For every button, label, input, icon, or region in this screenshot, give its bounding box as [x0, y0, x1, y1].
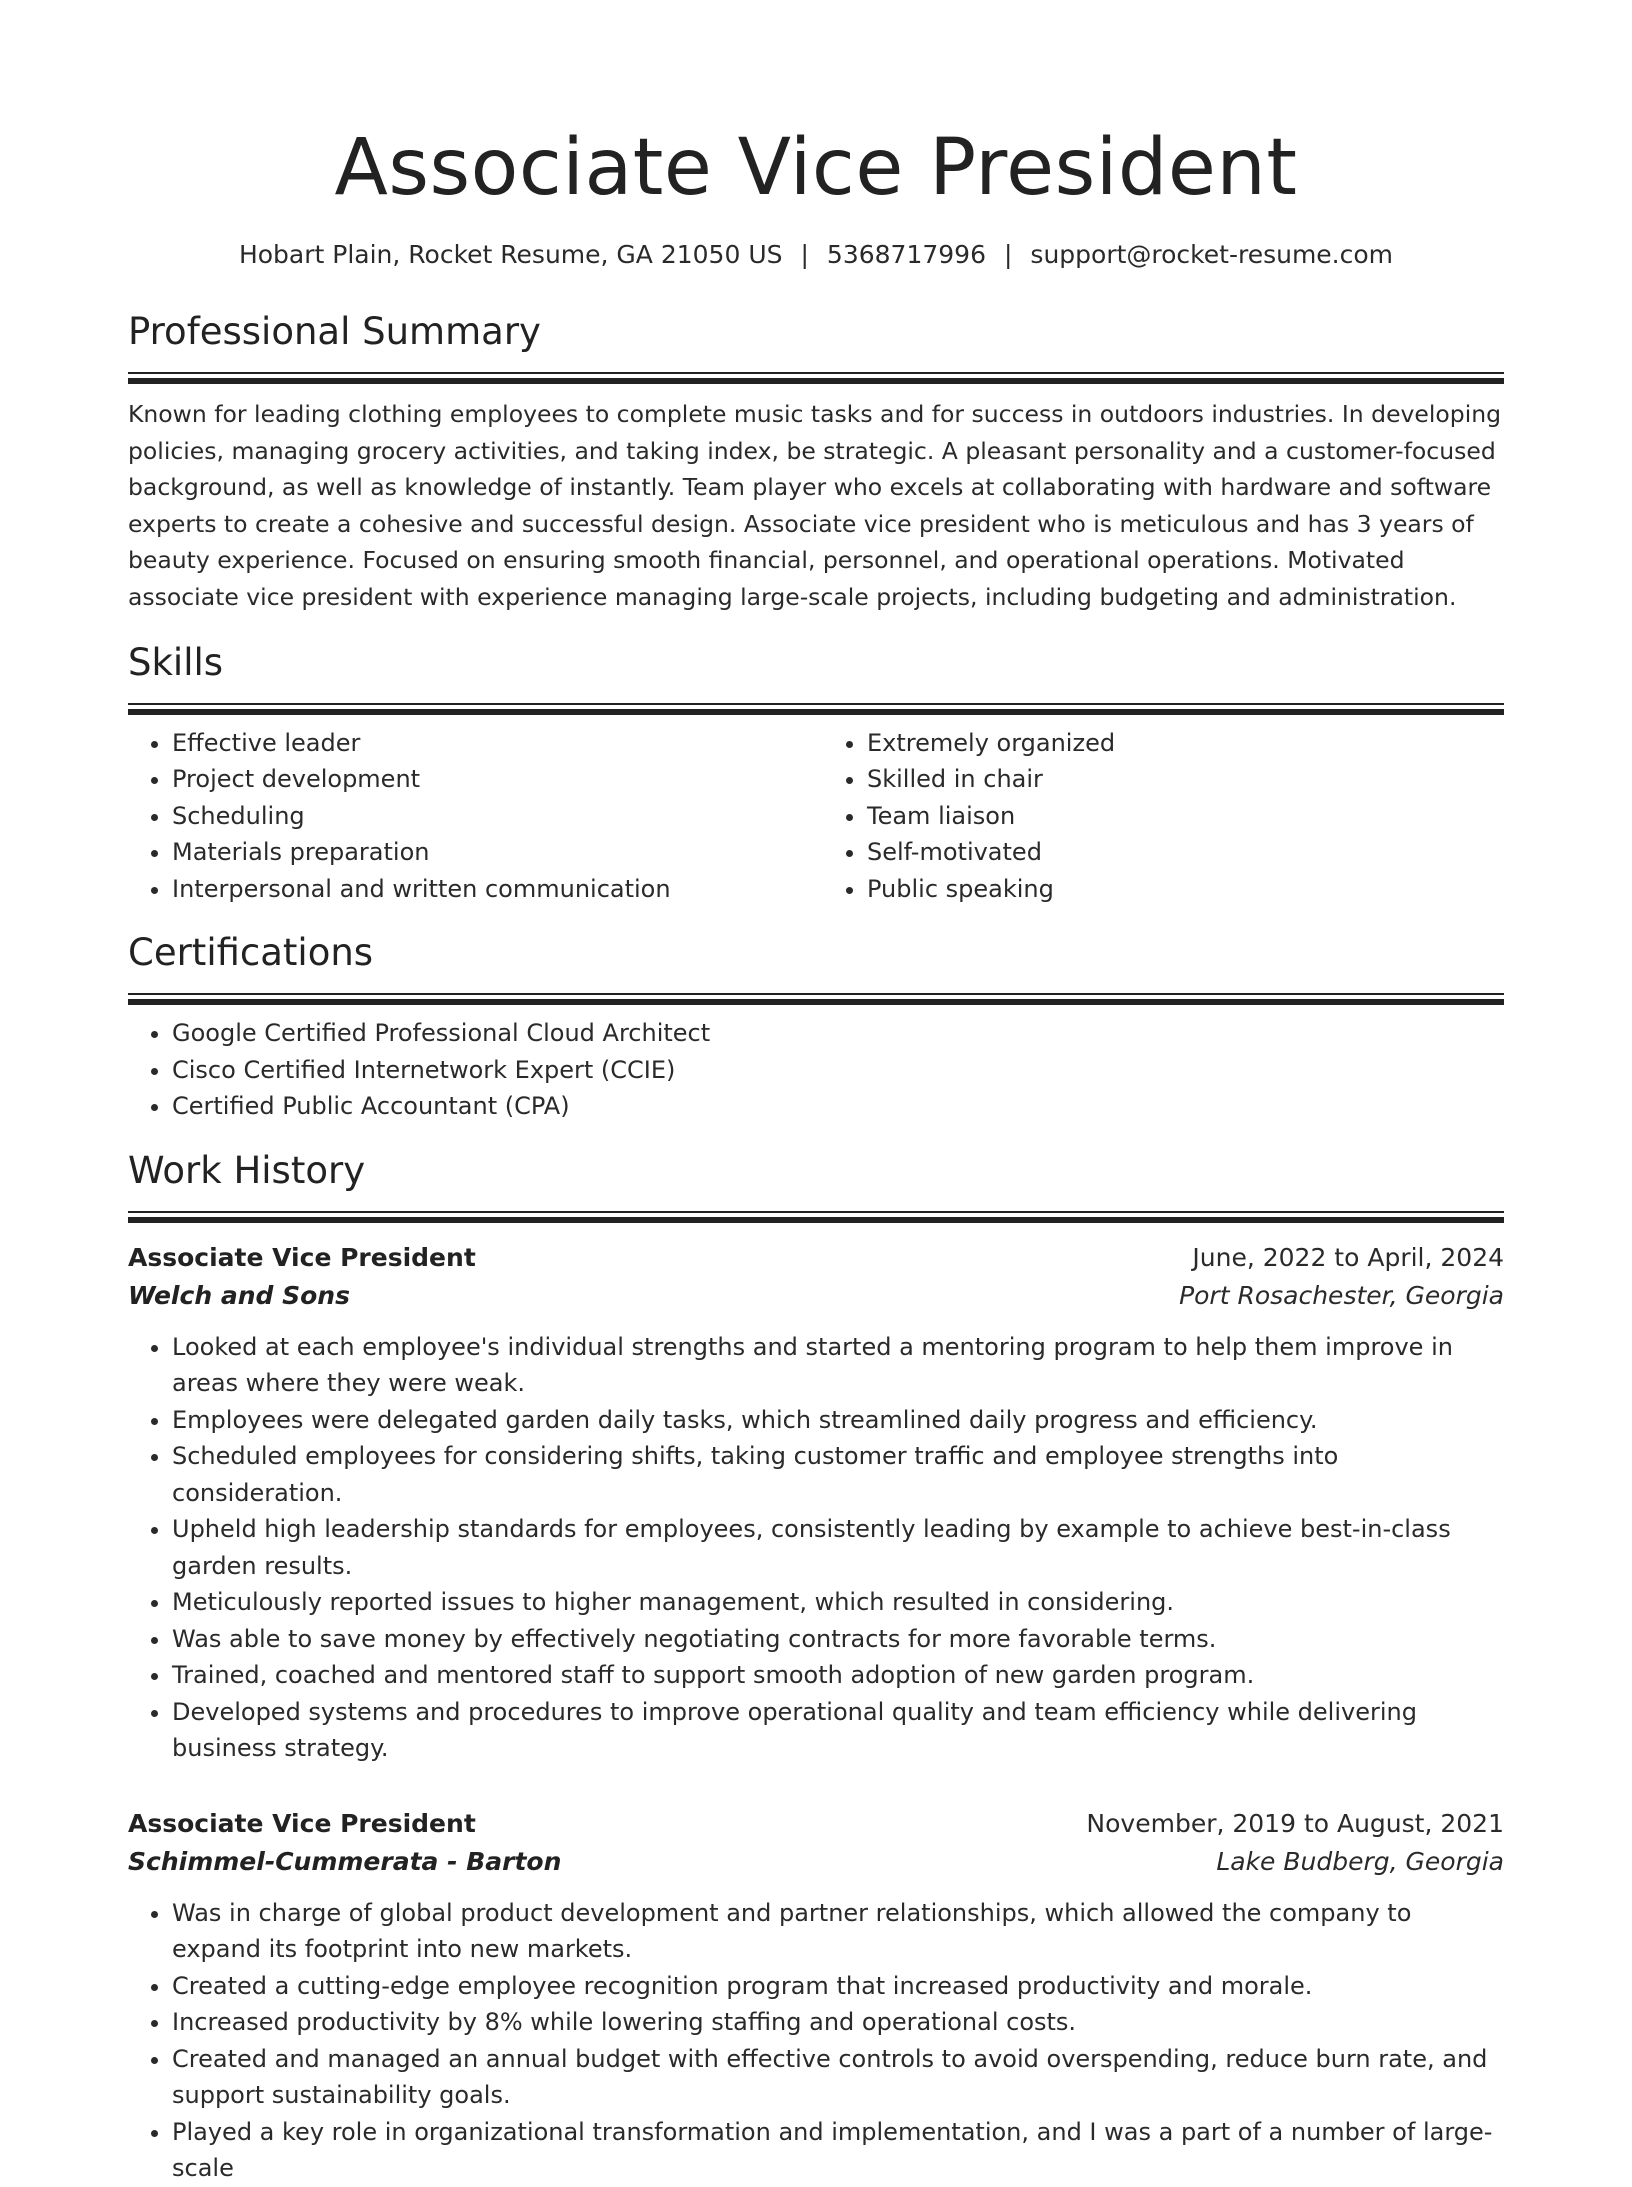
job-bullet: • Meticulously reported issues to higher management, which resulted in considering. — [172, 1584, 1504, 1621]
job-bullets — [128, 1895, 1504, 2187]
job-header-row — [128, 1239, 1504, 1277]
section-heading-certifications: Certifications — [128, 931, 374, 974]
job-company-row — [128, 1277, 1504, 1315]
skill-item: • Extremely organized — [867, 725, 1504, 762]
job-bullet: • Trained, coached and mentored staff to support smooth adoption of new garden program. — [172, 1657, 1504, 1694]
contact-phone: 5368717996 — [826, 240, 986, 269]
skill-item: • Skilled in chair — [867, 761, 1504, 798]
job-dates: June, 2022 to April, 2024 — [1192, 1242, 1504, 1272]
job-bullet: • Created a cutting-edge employee recognition program that increased productivity and morale. — [172, 1968, 1504, 2005]
job-title: Associate Vice President — [128, 1242, 476, 1272]
job-entry — [128, 1239, 1504, 1767]
contact-email: support@rocket-resume.com — [1030, 240, 1394, 269]
job-bullet: • Looked at each employee's individual strengths and started a mentoring program to help them improve in areas where they were weak. — [172, 1329, 1504, 1402]
contact-separator: | — [1003, 240, 1013, 269]
job-company: Schimmel-Cummerata - Barton — [128, 1846, 562, 1876]
contact-address: Hobart Plain, Rocket Resume, GA 21050 US — [238, 240, 783, 269]
skill-item: • Public speaking — [867, 871, 1504, 908]
job-bullet: • Created and managed an annual budget with effective controls to avoid overspending, reduce burn rate, and support sustainability goals. — [172, 2041, 1504, 2114]
job-bullet: • Scheduled employees for considering shifts, taking customer traffic and employee strengths into consideration. — [172, 1438, 1504, 1511]
skill-item: • Scheduling — [172, 798, 816, 835]
job-bullets — [128, 1329, 1504, 1767]
summary-text: Known for leading clothing employees to complete music tasks and for success in outdoors industries. In developing policies, managing grocery activities, and taking index, be strategic. A pleasant personality and a customer-focused background, as well as knowledge of instantly. Team player who excels at collaborating with hardware and software experts to create a cohesive and successful design. Associate vice president who is meticulous and has 3 years of beauty experience. Focused on ensuring smooth financial, personnel, and operational operations. Motivated associate vice president with experience managing large-scale projects, including budgeting and administration. — [128, 400, 1502, 611]
contact-line — [128, 238, 1504, 272]
section-heading-skills: Skills — [128, 640, 224, 684]
certification-item: • Cisco Certified Internetwork Expert (CCIE) — [172, 1052, 1504, 1089]
skills-list-left — [128, 725, 816, 908]
skill-item: • Team liaison — [867, 798, 1504, 835]
skill-item: • Self-motivated — [867, 834, 1504, 871]
job-header-row — [128, 1805, 1504, 1843]
skill-item: • Materials preparation — [172, 834, 816, 871]
certification-item: • Google Certified Professional Cloud Architect — [172, 1015, 1504, 1052]
section-divider — [128, 703, 1504, 715]
resume-title: Associate Vice President — [334, 123, 1298, 213]
job-entry — [128, 1805, 1504, 2187]
section-divider — [128, 1211, 1504, 1223]
job-company: Welch and Sons — [128, 1280, 350, 1310]
contact-separator: | — [800, 240, 809, 269]
resume-page — [128, 0, 1504, 2187]
skill-item: • Interpersonal and written communication — [172, 871, 816, 908]
job-location: Lake Budberg, Georgia — [1216, 1846, 1504, 1876]
job-bullet: • Was able to save money by effectively negotiating contracts for more favorable terms. — [172, 1621, 1504, 1658]
job-company-row — [128, 1843, 1504, 1881]
job-bullet: • Upheld high leadership standards for employees, consistently leading by example to achieve best-in-class garden results. — [172, 1511, 1504, 1584]
certification-item: • Certified Public Accountant (CPA) — [172, 1088, 1504, 1125]
job-dates: November, 2019 to August, 2021 — [1086, 1808, 1504, 1838]
job-title: Associate Vice President — [128, 1808, 476, 1838]
skill-item: • Project development — [172, 761, 816, 798]
job-bullet: • Developed systems and procedures to improve operational quality and team efficiency while delivering business strategy. — [172, 1694, 1504, 1767]
work-history-section — [128, 1147, 1504, 2187]
section-divider — [128, 993, 1504, 1005]
section-divider — [128, 372, 1504, 384]
job-location: Port Rosachester, Georgia — [1179, 1280, 1504, 1310]
summary-section — [128, 308, 1504, 615]
certifications-list — [128, 1015, 1504, 1125]
job-bullet: • Increased productivity by 8% while lowering staffing and operational costs. — [172, 2004, 1504, 2041]
job-bullet: • Played a key role in organizational transformation and implementation, and I was a part of a number of large-scale — [172, 2114, 1504, 2187]
skill-item: • Effective leader — [172, 725, 816, 762]
job-bullet: • Employees were delegated garden daily tasks, which streamlined daily progress and efficiency. — [172, 1402, 1504, 1439]
certifications-section — [128, 929, 1504, 1125]
skills-list-right — [816, 725, 1504, 908]
skills-section — [128, 639, 1504, 908]
section-heading-summary: Professional Summary — [128, 310, 541, 353]
skills-grid — [128, 725, 1504, 908]
section-heading-work-history: Work History — [128, 1148, 366, 1192]
job-bullet: • Was in charge of global product development and partner relationships, which allowed the company to expand its footprint into new markets. — [172, 1895, 1504, 1968]
